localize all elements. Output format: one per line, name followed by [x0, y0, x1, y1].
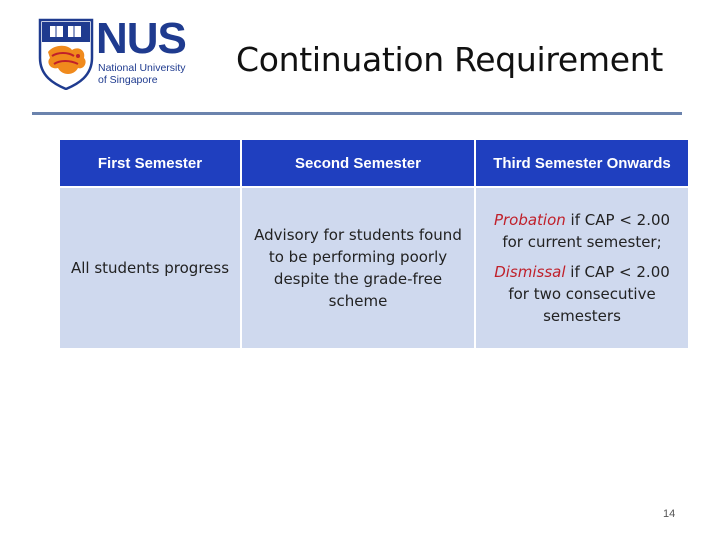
- probation-rule: [482, 209, 682, 253]
- page-number: 14: [663, 508, 676, 520]
- nus-subtitle-line1: National University: [98, 62, 186, 74]
- cell-third-semester: [476, 188, 688, 348]
- continuation-table: [58, 138, 690, 350]
- nus-logo: [38, 14, 218, 96]
- nus-crest-icon: [38, 18, 94, 90]
- probation-text: if CAP < 2.00 for current semester;: [502, 211, 671, 251]
- dismissal-label: Dismissal: [494, 263, 566, 281]
- nus-subtitle: [98, 62, 186, 86]
- header-first-semester: First Semester: [60, 140, 240, 186]
- probation-label: Probation: [493, 211, 566, 229]
- header-third-semester: Third Semester Onwards: [476, 140, 688, 186]
- dismissal-text: if CAP < 2.00 for two consecutive semesters: [508, 263, 670, 325]
- nus-subtitle-line2: of Singapore: [98, 74, 158, 86]
- table-row: [60, 188, 688, 348]
- slide-title: Continuation Requirement: [236, 40, 664, 79]
- table-header-row: [60, 140, 688, 186]
- dismissal-rule: [482, 261, 682, 327]
- nus-wordmark: NUS: [96, 14, 186, 63]
- cell-second-semester: Advisory for students found to be performing poorly despite the grade-free scheme: [242, 188, 474, 348]
- title-divider: [32, 112, 682, 115]
- header-second-semester: Second Semester: [242, 140, 474, 186]
- cell-first-semester: All students progress: [60, 188, 240, 348]
